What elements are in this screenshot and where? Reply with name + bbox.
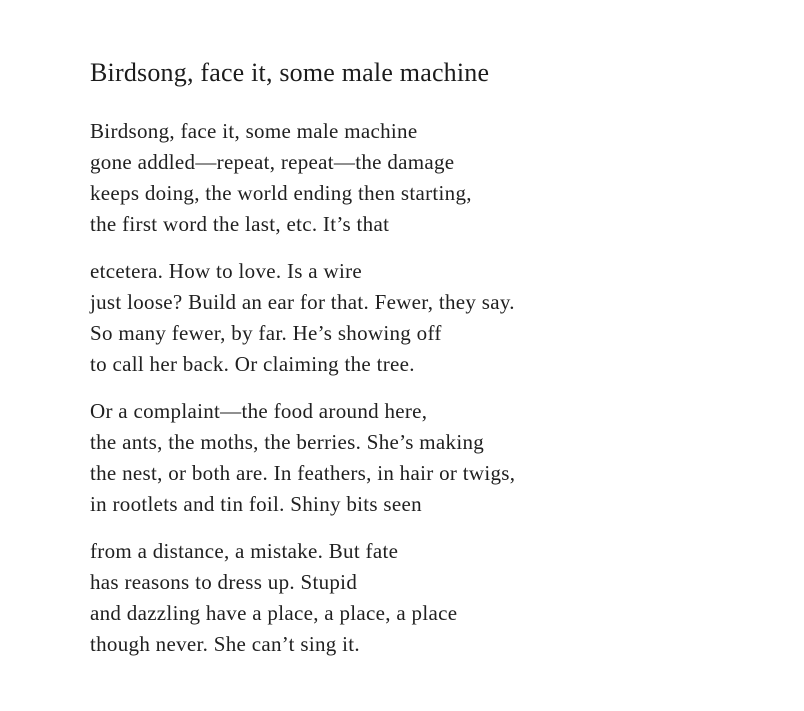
poem-line: in rootlets and tin foil. Shiny bits seen <box>90 492 422 516</box>
poem-title: Birdsong, face it, some male machine <box>90 58 490 87</box>
poem-line: etcetera. How to love. Is a wire <box>90 259 362 283</box>
poem-line: the first word the last, etc. It’s that <box>90 212 390 236</box>
stanza-3 <box>90 396 804 520</box>
poem-line: and dazzling have a place, a place, a place <box>90 601 458 625</box>
poem-body <box>90 116 804 660</box>
poem-line: to call her back. Or claiming the tree. <box>90 352 415 376</box>
poem-line: Birdsong, face it, some male machine <box>90 119 418 143</box>
poem-line: has reasons to dress up. Stupid <box>90 570 358 594</box>
poem-line: though never. She can’t sing it. <box>90 632 360 656</box>
stanza-1 <box>90 116 804 240</box>
poem-line: from a distance, a mistake. But fate <box>90 539 399 563</box>
poem-line: keeps doing, the world ending then starting, <box>90 181 472 205</box>
poem-line: So many fewer, by far. He’s showing off <box>90 321 442 345</box>
poem-line: just loose? Build an ear for that. Fewer, they say. <box>90 290 515 314</box>
poem-line: Or a complaint—the food around here, <box>90 399 428 423</box>
poem-line: the ants, the moths, the berries. She’s making <box>90 430 485 454</box>
poem-line: gone addled—repeat, repeat—the damage <box>90 150 455 174</box>
poem-line: the nest, or both are. In feathers, in hair or twigs, <box>90 461 516 485</box>
stanza-4 <box>90 536 804 660</box>
stanza-2 <box>90 256 804 380</box>
